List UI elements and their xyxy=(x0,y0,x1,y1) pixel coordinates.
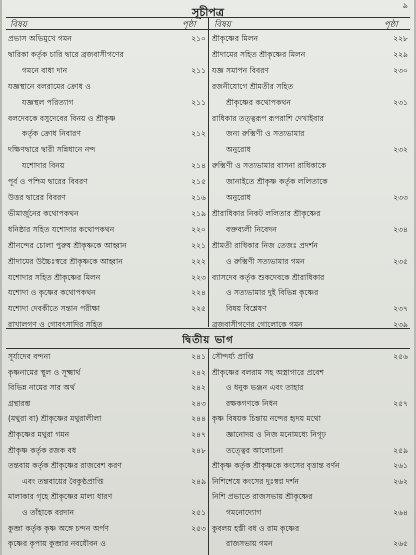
toc-entry xyxy=(8,128,206,140)
toc-entry-title: ব্যাসদেব কর্তৃক শুকদেবকে শ্রীরাধিকার xyxy=(212,272,325,282)
toc-entry xyxy=(8,97,206,109)
toc-entry-page: ২৩৩ xyxy=(393,193,408,202)
page-title: সূচীপত্র xyxy=(192,6,224,19)
toc-entry-title: নিশিশেষে কংসের দুঃস্বপ্ন দর্শন xyxy=(212,476,299,486)
toc-entry xyxy=(212,507,408,519)
toc-entry-page: ২৩৫ xyxy=(393,256,408,266)
toc-entry xyxy=(8,192,206,204)
toc-entry-page: ২২৯ xyxy=(393,49,408,59)
toc-entry xyxy=(8,256,206,268)
toc-entry-page: ২৬৫ xyxy=(393,539,408,549)
toc-entry xyxy=(212,523,408,535)
toc-entry-title: যশোদা ও কৃষ্ণের কথোপকথন xyxy=(8,288,96,298)
toc-entry-title: গমনে বাধা দান xyxy=(22,65,68,75)
toc-entry-title: তন্তবায় কর্তৃক শ্রীকৃষ্ণের রাজবেশ করণ xyxy=(8,461,122,471)
toc-entry-title: শ্রীকৃষ্ণের বলরাম সহ অস্ত্রাগারে প্রবেশ xyxy=(212,367,325,377)
toc-entry xyxy=(212,303,408,315)
toc-entry xyxy=(212,538,408,550)
toc-entry-title: ও সত্যভামার দুই বিভিন্ন কৃষ্ণের xyxy=(226,288,319,298)
toc-entry-title: পূর্ব ও পশ্চিম দ্বারের বিবরণ xyxy=(8,177,88,187)
toc-entry-title: নিশি প্রভাতে রাজসভায় শ্রীকৃষ্ণের xyxy=(212,492,313,502)
toc-entry-page: ২৫৬ xyxy=(393,352,408,361)
toc-entry xyxy=(8,240,206,252)
toc-entry xyxy=(212,382,408,394)
toc-entry-title: ব্রজবাসীগণের গোলোকে গমন xyxy=(212,320,303,330)
section-top-rule xyxy=(6,328,410,329)
toc-entry-page: ২১০ xyxy=(191,34,206,43)
toc-entry-page: ২৪৭ xyxy=(191,430,206,439)
toc-entry xyxy=(212,97,408,109)
toc-entry-title: শ্রীকৃষ্ণের মিলন xyxy=(212,34,259,43)
toc-entry xyxy=(212,367,408,379)
toc-entry xyxy=(212,413,408,425)
toc-entry xyxy=(8,491,206,503)
toc-entry-title: তত্ত্বের আলোচনা xyxy=(226,445,284,455)
toc-entry xyxy=(212,319,408,331)
toc-entry xyxy=(212,272,408,284)
toc-entry-page: ২১১ xyxy=(191,97,206,107)
toc-entry xyxy=(212,208,408,220)
toc-entry xyxy=(212,33,408,45)
toc-entry xyxy=(212,176,408,188)
toc-entry-title: রক্ষকগণকে নিধন xyxy=(226,398,278,408)
toc-entry xyxy=(8,476,206,488)
toc-entry-page: ২৫৭ xyxy=(393,398,408,408)
toc-entry-title: ধনিষ্ঠার সহিত যশোদার কথোপকথন xyxy=(8,224,115,234)
toc-entry-title: কর্তৃক ক্রোধ নিবারণ xyxy=(22,129,81,139)
toc-entry-page: ২৪৯ xyxy=(191,476,206,486)
toc-entry-title: যজ্ঞস্থানে বলরামের ক্রোধ ও xyxy=(8,81,91,91)
toc-entry-title: কৃষ্ণ বিষয়ক চিন্তায় নন্দের হৃদয় মথো xyxy=(212,414,321,424)
toc-entry xyxy=(8,367,206,379)
toc-entry xyxy=(8,429,206,441)
toc-entry-title: সূর্য্যদেব বন্দনা xyxy=(8,352,51,361)
toc-entry xyxy=(212,160,408,172)
toc-entry xyxy=(212,224,408,236)
toc-entry-page: ২৩৭ xyxy=(393,304,408,314)
toc-entry-title: যজ্ঞস্থল পরিত্যাগ xyxy=(22,97,74,107)
toc-entry-title: কুবলয় হস্তী বধ ও রাম কৃষ্ণের xyxy=(212,523,300,533)
toc-entry-page: ২৩০ xyxy=(393,65,408,75)
header-left-page: পৃষ্ঠা xyxy=(182,20,196,30)
toc-entry-title: বলদেবকে বসুদেবের বিনয় ও শ্রীকৃষ্ণ xyxy=(8,113,116,123)
toc-entry xyxy=(8,413,206,425)
toc-entry-page: ২২২ xyxy=(191,256,206,266)
toc-entry-title: শ্রীদামের সহিত শ্রীকৃষ্ণের মিলন xyxy=(212,49,306,59)
toc-entry xyxy=(8,398,206,410)
toc-entry-page: ২২৩ xyxy=(191,272,206,282)
header-right-subject: বিষয় xyxy=(214,20,231,30)
toc-entry xyxy=(8,523,206,535)
toc-entry xyxy=(8,65,206,77)
toc-entry-title: অনুরোধ xyxy=(226,145,251,155)
toc-entry-title: (মথুরা বা) শ্রীকৃষ্ণের মথুরালীলা xyxy=(8,414,102,424)
toc-entry xyxy=(8,113,206,125)
toc-entry-title: কৃষ্ণের কৃপায় কুব্জার নবযৌবন ও xyxy=(8,539,106,549)
toc-entry-page: ২৬৪ xyxy=(393,508,408,517)
toc-entry-page: ২৩২ xyxy=(393,145,408,155)
toc-entry-title: ও ধনুক ভঞ্জন এবং তাহার xyxy=(226,383,304,393)
toc-entry xyxy=(8,287,206,299)
toc-entry-title: গ্রন্থারম্ভ xyxy=(8,398,31,408)
toc-entry-title: শ্রীকৃষ্ণের কথোপকথন xyxy=(226,97,291,107)
toc-entry-title: রুক্মিণী ও সত্যভামার বাসনা রাধিকাকে xyxy=(212,161,327,171)
toc-entry xyxy=(212,491,408,503)
toc-entry-page: ২৩৪ xyxy=(393,224,408,234)
toc-entry-page: ২২১ xyxy=(191,240,206,250)
section-title: দ্বিতীয় ভাগ xyxy=(182,335,234,346)
toc-entry xyxy=(8,507,206,519)
toc-entry-title: প্রভাস অভিমুখে গমন xyxy=(8,34,72,43)
toc-entry xyxy=(8,176,206,188)
toc-entry xyxy=(8,33,206,45)
toc-entry-page: ২১২ xyxy=(191,129,206,139)
toc-entry xyxy=(8,303,206,315)
toc-entry xyxy=(212,49,408,61)
toc-entry xyxy=(212,240,408,252)
toc-entry xyxy=(8,49,206,61)
toc-entry xyxy=(8,144,206,156)
toc-entry-page: ২২৮ xyxy=(393,34,408,43)
toc-entry-title: অনুরোধ xyxy=(226,193,251,202)
toc-entry xyxy=(212,192,408,204)
toc-entry-page: ২৪৮ xyxy=(191,445,206,455)
header-left-subject: বিষয় xyxy=(10,20,27,30)
toc-entry-title: শ্রীকৃষ্ণের মথুরা গমন xyxy=(8,430,70,439)
toc-entry-title: এবং তন্তবায়ের বৈকুণ্ঠপ্রাপ্তি xyxy=(22,476,104,486)
toc-entry xyxy=(212,429,408,441)
toc-entry xyxy=(212,460,408,472)
toc-entry xyxy=(212,351,408,363)
toc-entry xyxy=(212,445,408,457)
toc-entry-page: ২৫১ xyxy=(191,508,206,517)
toc-entry-page: ২৩৯ xyxy=(393,320,408,330)
toc-entry-title: রজনীযোগে শ্রীমতীর সহিত xyxy=(212,81,294,91)
toc-entry-title: রাধিকার তত্ত্বরূপ রূপরাশি দেখাইবার xyxy=(212,113,324,123)
toc-entry-title: কৃষ্ণনামের স্থূল ও সূক্ষ্মার্থ xyxy=(8,367,81,377)
toc-entry xyxy=(8,351,206,363)
toc-entry-page: ২৬১ xyxy=(393,461,408,471)
toc-entry-title: যশোদার সহিত শ্রীকৃষ্ণের মিলন xyxy=(8,272,101,282)
toc-entry xyxy=(212,113,408,125)
toc-entry xyxy=(8,445,206,457)
page-number: ৯ xyxy=(402,1,408,10)
column-divider-bottom xyxy=(208,348,209,555)
toc-entry-title: জন্য রুক্মিণী ও সত্যভামার xyxy=(226,129,305,139)
toc-entry xyxy=(8,538,206,550)
toc-entry xyxy=(8,224,206,236)
toc-entry-title: উত্তর দ্বারের বিবরণ xyxy=(8,193,66,202)
toc-entry-title: গমনোদ্যোগ xyxy=(226,508,262,517)
column-divider-top xyxy=(208,17,209,327)
toc-entry-title: শ্রীকৃষ্ণ কর্তৃক রজক বধ xyxy=(8,445,77,455)
toc-entry-title: যশোদা দেবকীতে সন্তান পরীক্ষা xyxy=(8,304,100,314)
toc-entry xyxy=(8,272,206,284)
toc-entry-page: ২৩১ xyxy=(393,97,408,107)
toc-entry-title: ও রুক্মিণী সত্যভামার গমন xyxy=(226,256,305,266)
toc-entry-title: শ্রীদামের উচ্চৈঃস্বরে শ্রীকৃষ্ণকে আহ্বান xyxy=(8,256,123,266)
header-right-page: পৃষ্ঠা xyxy=(384,20,398,30)
toc-entry-title: রাজসভায় গমন xyxy=(226,539,273,549)
toc-entry xyxy=(8,160,206,172)
toc-entry-page: ২১৬ xyxy=(191,193,206,202)
toc-entry-title: সৌন্দর্য্য প্রাপ্তি xyxy=(212,352,254,361)
toc-entry-title: জ্ঞানোদয় ও নিজ মনোমধ্যে নিগূঢ় xyxy=(226,430,327,439)
toc-entry-title: দক্ষিণদ্বারে দ্বারী সন্নিধানে নন্দ xyxy=(8,145,96,155)
toc-entry-title: বিভিন্ন নামের সার অর্থ xyxy=(8,383,75,393)
toc-entry-page: ২২৫ xyxy=(191,304,206,314)
toc-entry-title: বিষয় বিশ্লেষণ xyxy=(226,304,267,314)
toc-entry-title: জানাইতে শ্রীকৃষ্ণ কর্তৃক ললিতাকে xyxy=(226,177,328,187)
toc-entry-page: ২৪১ xyxy=(191,352,206,361)
toc-entry xyxy=(8,319,206,331)
toc-entry-title: যজ্ঞ সমাপন বিবরণ xyxy=(212,65,269,75)
toc-entry xyxy=(212,128,408,140)
toc-entry-page: ২৫৩ xyxy=(191,523,206,533)
toc-entry xyxy=(212,476,408,488)
toc-entry xyxy=(8,460,206,472)
toc-entry xyxy=(8,81,206,93)
toc-entry-title: কুব্জা কর্তৃক কৃষ্ণ অঙ্গে চন্দন অর্পণ xyxy=(8,523,110,533)
toc-entry-title: রাখালগণ ও গোবৎসাদির সহিত xyxy=(8,320,103,330)
toc-entry xyxy=(212,144,408,156)
toc-entry-title: ও তাঁহাকে বরদান xyxy=(22,508,74,517)
toc-entry-page: ২২৪ xyxy=(191,288,206,298)
toc-entry-title: মালাকার গৃহে শ্রীকৃষ্ণের মাল্য ধারণ xyxy=(8,492,113,502)
toc-entry-page: ২১৪ xyxy=(191,161,206,171)
toc-entry-page: ২১৫ xyxy=(191,177,206,187)
toc-entry-page: ২২০ xyxy=(191,224,206,234)
toc-entry-page: ২১৯ xyxy=(191,208,206,218)
toc-entry-title: শ্রীরাধিকার নিকট ললিতার শ্রীকৃষ্ণের xyxy=(212,208,321,218)
toc-entry xyxy=(212,287,408,299)
toc-entry xyxy=(8,382,206,394)
toc-entry xyxy=(212,81,408,93)
toc-entry-title: শ্রীমতী রাধিকার নিজ তেজঃ প্রদর্শন xyxy=(212,240,318,250)
toc-entry-title: ভীমার্জুনের কথোপকথন xyxy=(8,208,79,218)
toc-entry-title: বক্তব্যলী নিবেদন xyxy=(226,224,277,234)
toc-entry xyxy=(212,65,408,77)
toc-entry-page: ২৪২ xyxy=(191,383,206,393)
toc-entry-page: ২৬২ xyxy=(393,476,408,486)
document-page xyxy=(2,0,414,555)
toc-entry-page: ২৪৩ xyxy=(191,398,206,408)
toc-entry-page: ২১১ xyxy=(191,65,206,75)
toc-entry xyxy=(212,398,408,410)
toc-entry-page: ২৪২ xyxy=(191,367,206,377)
toc-entry-title: যশোদার বিনয় xyxy=(22,161,65,171)
toc-entry-title: শ্রীনন্দের চোলা পুরুষ শ্রীকৃষ্ণকে আহ্বান xyxy=(8,240,127,250)
toc-entry-title: শ্রীকৃষ্ণ কর্তৃক শ্রীকৃষ্ণকে কংসের বৃত্তান্ত বর্ণন xyxy=(212,461,340,471)
toc-entry-page: ২৪৪ xyxy=(191,414,206,424)
toc-entry-page: ২৫৯ xyxy=(393,445,408,455)
toc-entry-title: দ্বারিকা কর্তৃক চারি দ্বারে ব্রজবাসীগণের xyxy=(8,49,124,59)
toc-entry xyxy=(212,256,408,268)
toc-entry xyxy=(8,208,206,220)
